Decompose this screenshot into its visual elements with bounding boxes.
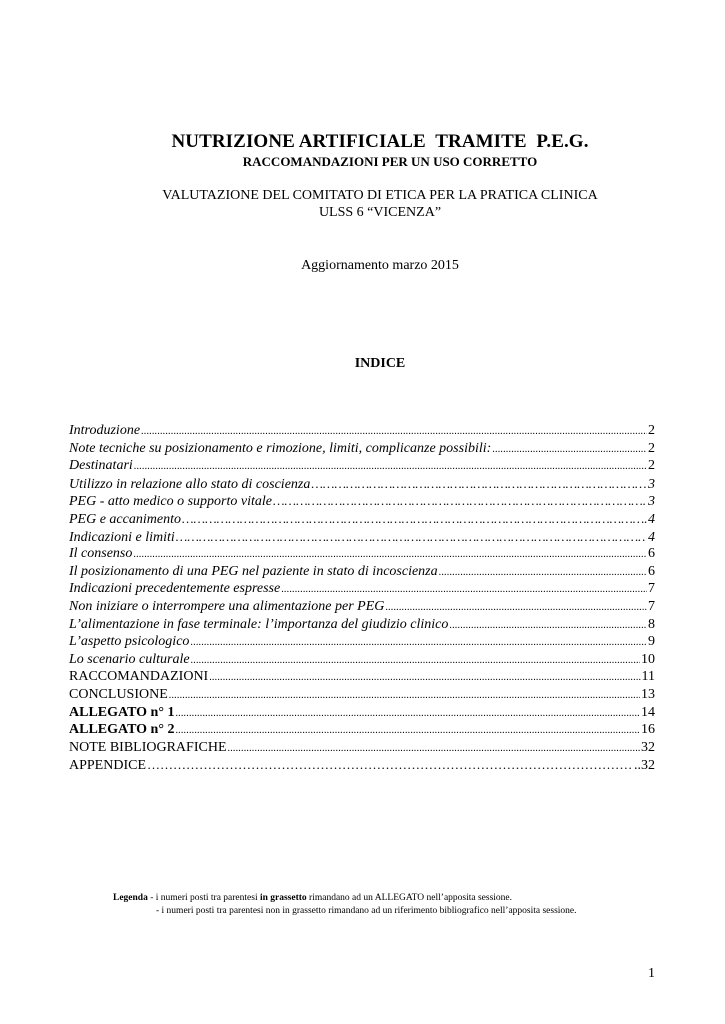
update-date: Aggiornamento marzo 2015 [301, 258, 459, 273]
legend-text-a: - i numeri posti tra parentesi [147, 893, 260, 903]
committee-line-1: VALUTAZIONE DEL COMITATO DI ETICA PER LA PRATICA CLINICA [162, 188, 598, 203]
toc-entry[interactable] [69, 756, 655, 774]
toc-entry-label: APPENDICE [69, 758, 147, 774]
toc-entry[interactable] [69, 475, 655, 493]
legend-line-2: - i numeri posti tra parentesi non in grassetto rimandano ad un riferimento bibliografico nell’apposita sessione. [156, 906, 577, 916]
toc-entry-label: Non iniziare o interrompere una alimentazione per PEG [69, 598, 385, 614]
toc-leader-dots [147, 756, 633, 775]
document-title: NUTRIZIONE ARTIFICIALE TRAMITE P.E.G. [171, 131, 589, 152]
toc-leader-dots [133, 545, 647, 564]
index-heading: INDICE [354, 356, 406, 371]
toc-entry[interactable] [69, 422, 655, 440]
toc-entry-page: 32 [641, 739, 655, 755]
toc-leader-dots [182, 510, 647, 529]
toc-leader-dots [273, 492, 647, 511]
toc-entry-page: 4 [648, 511, 655, 527]
toc-leader-dots [176, 528, 647, 547]
toc-entry-label: Introduzione [69, 423, 141, 438]
legend-text-b: rimandano ad un ALLEGATO nell’apposita sessione. [306, 893, 513, 903]
toc-entry[interactable] [69, 598, 655, 616]
toc-entry[interactable] [69, 739, 655, 757]
toc-entry-page: 14 [641, 704, 655, 720]
toc-entry[interactable] [69, 704, 655, 722]
toc-entry-label: Destinatari [69, 458, 133, 474]
toc-leader-dots [492, 440, 647, 459]
toc-entry-label: L’aspetto psicologico [69, 634, 190, 650]
toc-entry-label: Il posizionamento di una PEG nel paziente in stato di incoscienza [69, 563, 438, 579]
toc-entry-label: RACCOMANDAZIONI [69, 669, 209, 685]
toc-entry-label: NOTE BIBLIOGRAFICHE [69, 739, 227, 755]
toc-entry-page: 3 [648, 476, 655, 492]
toc-entry-label: Note tecniche su posizionamento e rimozione, limiti, complicanze possibili: [69, 440, 492, 456]
toc-leader-dots [449, 616, 647, 635]
toc-leader-dots [191, 651, 640, 670]
legend [113, 892, 577, 918]
toc-entry-label: PEG e accanimento [69, 511, 181, 527]
toc-entry-label: ALLEGATO n° 1 [69, 704, 175, 720]
toc-entry-page: 4 [648, 529, 655, 545]
toc-leader-dots [175, 704, 640, 723]
toc-leader-dots [169, 686, 640, 705]
toc-leader-dots [190, 633, 647, 652]
toc-entry-label: Utilizzo in relazione allo stato di coscienza [69, 476, 311, 492]
toc-leader-dots [141, 422, 647, 441]
document-subtitle: RACCOMANDAZIONI PER UN USO CORRETTO [242, 154, 538, 169]
toc-entry-page: 9 [648, 634, 655, 650]
toc-leader-dots [228, 739, 641, 758]
toc-entry-page: 2 [648, 423, 655, 438]
toc-leader-dots [385, 598, 647, 617]
toc-entry-page: 6 [648, 563, 655, 579]
toc-entry[interactable] [69, 651, 655, 669]
toc-leader-dots [311, 475, 647, 494]
toc-entry[interactable] [69, 616, 655, 634]
toc-entry[interactable] [69, 492, 655, 510]
toc-entry-label: PEG - atto medico o supporto vitale [69, 494, 272, 510]
committee-line-2: ULSS 6 “VICENZA” [318, 205, 442, 220]
committee-block [0, 187, 725, 221]
toc-entry-page: 2 [648, 458, 655, 474]
toc-entry[interactable] [69, 440, 655, 458]
toc-entry-page: 7 [648, 581, 655, 597]
toc-entry-page: 2 [648, 440, 655, 456]
toc-entry-page: 16 [641, 722, 655, 738]
toc-entry-page: 3 [648, 494, 655, 510]
toc-entry[interactable] [69, 580, 655, 598]
toc-entry-page: 11 [641, 669, 655, 685]
table-of-contents [69, 422, 655, 774]
toc-entry-page: 8 [648, 616, 655, 632]
legend-bold-text: in grassetto [259, 893, 307, 903]
toc-entry-label: L’alimentazione in fase terminale: l’importanza del giudizio clinico [69, 616, 449, 632]
toc-leader-dots [134, 457, 647, 476]
toc-entry[interactable] [69, 457, 655, 475]
toc-entry-label: Il consenso [69, 546, 133, 562]
toc-entry[interactable] [69, 545, 655, 563]
toc-entry[interactable] [69, 633, 655, 651]
toc-entry-page: ..32 [634, 758, 655, 774]
toc-entry-label: ALLEGATO n° 2 [69, 722, 175, 738]
toc-entry-page: 6 [648, 546, 655, 562]
toc-entry-page: 7 [648, 598, 655, 614]
toc-entry[interactable] [69, 510, 655, 528]
toc-entry-label: CONCLUSIONE [69, 686, 168, 702]
toc-entry-label: Lo scenario culturale [69, 651, 190, 667]
toc-leader-dots [175, 721, 640, 740]
toc-entry-page: 10 [641, 651, 655, 667]
toc-leader-dots [281, 580, 647, 599]
toc-entry[interactable] [69, 721, 655, 739]
toc-entry[interactable] [69, 686, 655, 704]
toc-entry-page: 13 [641, 686, 655, 702]
toc-entry[interactable] [69, 668, 655, 686]
page-number: 1 [648, 966, 655, 981]
legend-label: Legenda [113, 893, 148, 903]
toc-entry-label: Indicazioni e limiti [69, 529, 175, 545]
legend-line-1 [113, 892, 577, 905]
toc-entry[interactable] [69, 563, 655, 581]
toc-entry[interactable] [69, 528, 655, 546]
toc-leader-dots [439, 563, 647, 582]
toc-entry-label: Indicazioni precedentemente espresse [69, 581, 281, 597]
toc-leader-dots [209, 668, 640, 687]
